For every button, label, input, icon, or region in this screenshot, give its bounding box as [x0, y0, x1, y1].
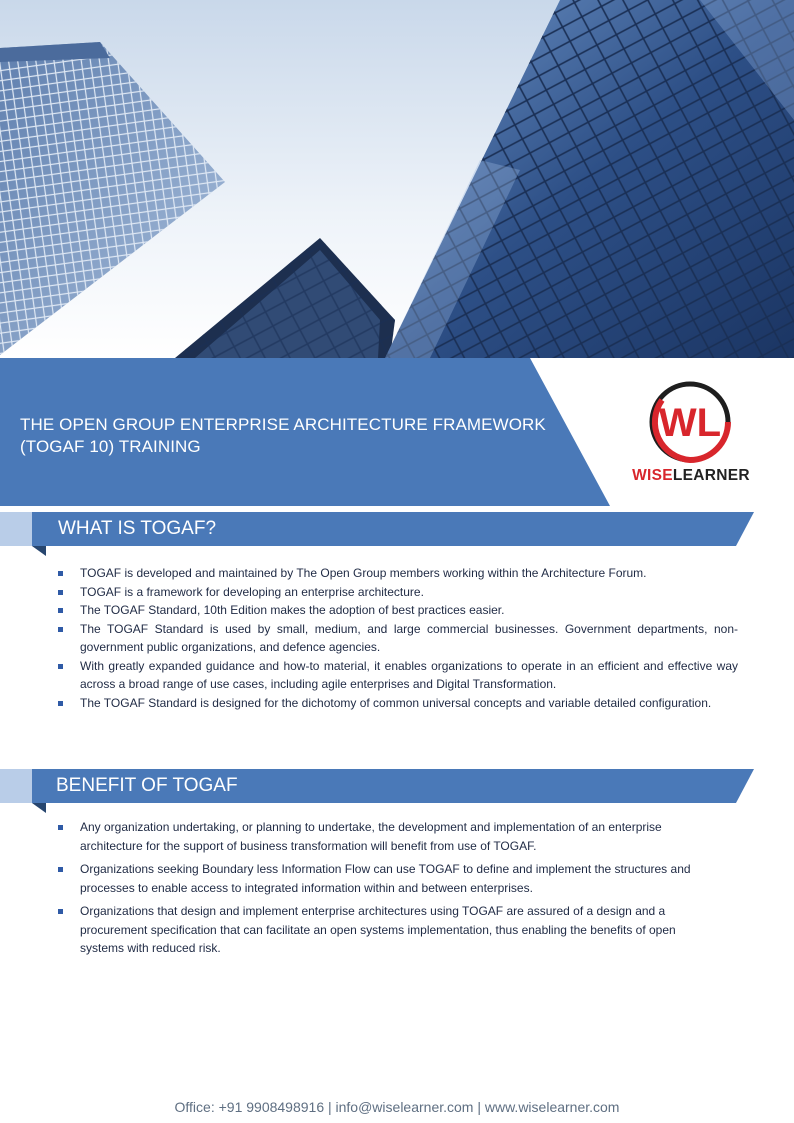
benefit-of-togaf-list	[58, 818, 718, 963]
what-is-togaf-list	[58, 564, 738, 712]
logo-monogram: WL	[658, 401, 722, 445]
section-title-benefit-of-togaf: BENEFIT OF TOGAF	[56, 775, 238, 796]
list-item: The TOGAF Standard is designed for the dichotomy of common universal concepts and variable detailed configuration.	[58, 694, 738, 713]
wl-monogram-icon	[608, 378, 774, 468]
list-item: TOGAF is developed and maintained by The Open Group members working within the Architecture Forum.	[58, 564, 738, 583]
list-item: TOGAF is a framework for developing an enterprise architecture.	[58, 583, 738, 602]
footer-contact: Office: +91 9908498916 | info@wiselearner.com | www.wiselearner.com	[174, 1099, 620, 1115]
bullet-square-icon	[58, 571, 63, 576]
list-item: Any organization undertaking, or planning to undertake, the development and implementation of an enterprise architecture for the support of business transformation will benefit from use of TOGAF.	[58, 818, 718, 855]
page-title-line2: (TOGAF 10) TRAINING	[20, 437, 201, 456]
page-title	[20, 414, 580, 458]
bullet-square-icon	[58, 590, 63, 595]
logo-wordmark-wise: WISE	[632, 467, 673, 484]
list-item: The TOGAF Standard, 10th Edition makes the adoption of best practices easier.	[58, 601, 738, 620]
bullet-square-icon	[58, 627, 63, 632]
page-title-line1: THE OPEN GROUP ENTERPRISE ARCHITECTURE FRAMEWORK	[20, 415, 546, 434]
section-title-what-is-togaf: WHAT IS TOGAF?	[58, 518, 217, 539]
list-item: With greatly expanded guidance and how-to material, it enables organizations to operate in an efficient and effective way across a broad range of use cases, including agile enterprises and Digital Transformation.	[58, 657, 738, 694]
section-header-fold	[32, 803, 46, 813]
bullet-square-icon	[58, 909, 63, 914]
logo-wordmark	[608, 467, 774, 485]
hero-image	[0, 0, 794, 358]
bullet-square-icon	[58, 867, 63, 872]
section-header-fold	[32, 546, 46, 556]
bullet-square-icon	[58, 664, 63, 669]
list-item: Organizations seeking Boundary less Information Flow can use TOGAF to define and implement the structures and processes to enable access to integrated information within and between enterprises.	[58, 860, 718, 897]
wiselearner-logo	[608, 378, 774, 490]
bullet-square-icon	[58, 825, 63, 830]
list-item: Organizations that design and implement enterprise architectures using TOGAF are assured of a design and a procurement specification that can facilitate an open systems implementation, thus enabling the benefits of open systems with reduced risk.	[58, 902, 718, 958]
logo-wordmark-learner: LEARNER	[672, 467, 750, 484]
list-item: The TOGAF Standard is used by small, medium, and large commercial businesses. Government departments, non-government public organizations, and defence agencies.	[58, 620, 738, 657]
bullet-square-icon	[58, 608, 63, 613]
bullet-square-icon	[58, 701, 63, 706]
